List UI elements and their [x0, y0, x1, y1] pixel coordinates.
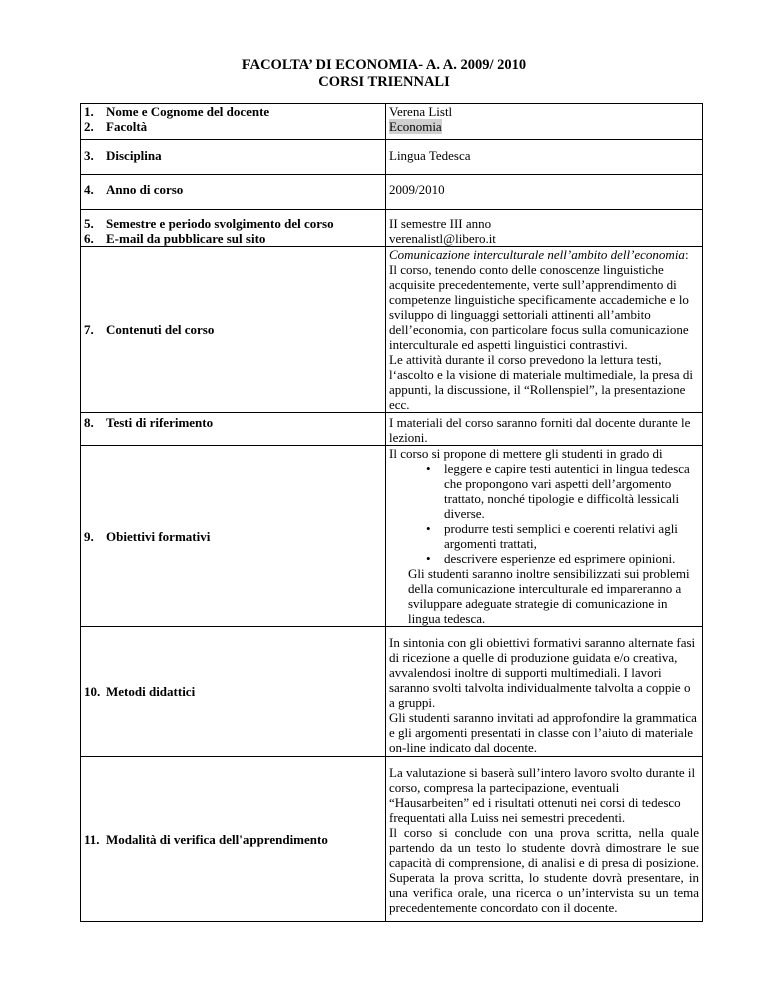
row-contenuti	[81, 247, 703, 413]
label-docente: Nome e Cognome del docente	[106, 104, 270, 119]
row-number: 3.	[84, 148, 94, 163]
label-cell	[81, 175, 386, 210]
label-cell	[81, 140, 386, 175]
label-email: E-mail da pubblicare sul sito	[106, 231, 266, 246]
contenuti-paragraph-1: Il corso, tenendo conto delle conoscenze linguistiche acquisite precedentemente, verte sull’apprendimento di competenze linguistiche specificamente accademiche e lo sviluppo di linguaggi settoriali attinenti all’ambito dell’economia, con particolare focus sulla comunicazione interculturale ed aspetti linguistici contrastivi.	[389, 262, 689, 352]
value-cell	[386, 446, 703, 627]
row-number: 5.	[84, 216, 94, 231]
value-cell	[386, 104, 703, 140]
label-cell	[81, 757, 386, 922]
label-cell	[81, 446, 386, 627]
label-verifica: Modalità di verifica dell'apprendimento	[106, 831, 328, 847]
verifica-paragraph-1: La valutazione si baserà sull’intero lavoro svolto durante il corso, compresa la partecipazione, eventuali “Hausarbeiten” ed i risultati ottenuti nei corsi di tedesco frequentati alla Luiss nei semestri precedenti.	[389, 765, 696, 825]
contenuti-title-suffix: :	[684, 247, 689, 262]
label-cell	[81, 413, 386, 446]
row-number: 6.	[84, 231, 94, 246]
row-verifica	[81, 757, 703, 922]
list-item: • produrre testi semplici e coerenti relativi agli argomenti trattati,	[426, 521, 699, 551]
label-cell	[81, 627, 386, 757]
label-disciplina: Disciplina	[106, 148, 162, 163]
value-cell	[386, 413, 703, 446]
label-cell	[81, 210, 386, 247]
row-docente-facolta	[81, 104, 703, 140]
row-number: 4.	[84, 182, 94, 197]
verifica-paragraph-2: Il corso si conclude con una prova scritta, nella quale partendo da un testo lo studente dovrà dimostrare le sue capacità di comprensione, di analisi e di presa di posizione. Superata la prova scritta, lo studente dovrà presentare, in una verifica orale, una ricerca o un’intervista su un tema precedentemente concordato con il docente.	[389, 825, 699, 915]
row-anno	[81, 175, 703, 210]
value-facolta: Economia	[389, 119, 442, 134]
obiettivi-list	[389, 461, 699, 566]
row-disciplina	[81, 140, 703, 175]
value-email: verenalistl@libero.it	[389, 231, 496, 246]
row-number: 11.	[84, 831, 100, 847]
label-testi: Testi di riferimento	[106, 415, 214, 430]
row-obiettivi	[81, 446, 703, 627]
label-cell	[81, 104, 386, 140]
label-obiettivi: Obiettivi formativi	[106, 528, 211, 544]
value-cell	[386, 175, 703, 210]
metodi-paragraph-2: Gli studenti saranno invitati ad approfondire la grammatica e gli argomenti presentati in classe con l’aiuto di materiale on-line indicato dal docente.	[389, 710, 697, 755]
value-testi: I materiali del corso saranno forniti dal docente durante le lezioni.	[389, 415, 691, 445]
label-facolta: Facoltà	[106, 119, 148, 134]
obiettivi-outro: Gli studenti saranno inoltre sensibilizzati sui problemi della comunicazione interculturale ed impareranno a sviluppare adeguate strategie di comunicazione in lingua tedesca.	[408, 566, 690, 626]
row-number: 10.	[84, 684, 101, 699]
row-number: 1.	[84, 104, 94, 119]
value-cell	[386, 140, 703, 175]
row-semestre-email	[81, 210, 703, 247]
metodi-paragraph-1: In sintonia con gli obiettivi formativi saranno alternate fasi di ricezione a quelle di produzione guidata e/o creativa, avvalendosi inoltre di supporti multimediali. I lavori saranno svolti talvolta individualmente talvolta a coppie o a gruppi.	[389, 635, 696, 710]
list-item: • leggere e capire testi autentici in lingua tedesca che propongono vari aspetti dell’argomento trattato, nonché tipologie e difficoltà lessicali diverse.	[426, 461, 699, 521]
document-title	[0, 57, 768, 91]
obiettivi-intro: Il corso si propone di mettere gli studenti in grado di	[389, 446, 663, 461]
title-line-1: FACOLTA’ DI ECONOMIA- A. A. 2009/ 2010	[241, 57, 527, 73]
row-number: 2.	[84, 119, 94, 134]
label-metodi: Metodi didattici	[106, 684, 196, 699]
label-anno: Anno di corso	[106, 182, 184, 197]
value-docente: Verena Listl	[389, 104, 453, 119]
label-cell	[81, 247, 386, 413]
value-cell	[386, 210, 703, 247]
value-semestre: II semestre III anno	[389, 216, 492, 231]
list-item: • descrivere esperienze ed esprimere opinioni.	[426, 551, 699, 566]
title-line-2: CORSI TRIENNALI	[318, 74, 450, 90]
label-contenuti: Contenuti del corso	[106, 322, 215, 337]
contenuti-paragraph-2: Le attività durante il corso prevedono la lettura testi, l‘ascolto e la visione di materiale multimediale, la presa di appunti, la discussione, il “Rollenspiel”, la presentazione ecc.	[389, 352, 693, 412]
value-cell	[386, 627, 703, 757]
value-anno: 2009/2010	[389, 182, 445, 197]
course-info-table	[80, 103, 703, 922]
row-number: 9.	[84, 528, 94, 544]
row-number: 8.	[84, 415, 94, 430]
row-metodi	[81, 627, 703, 757]
contenuti-title: Comunicazione interculturale nell’ambito dell’economia	[389, 247, 685, 262]
value-disciplina: Lingua Tedesca	[389, 148, 471, 163]
value-cell	[386, 757, 703, 922]
label-semestre: Semestre e periodo svolgimento del corso	[106, 216, 334, 231]
row-number: 7.	[84, 322, 94, 337]
value-cell	[386, 247, 703, 413]
row-testi	[81, 413, 703, 446]
